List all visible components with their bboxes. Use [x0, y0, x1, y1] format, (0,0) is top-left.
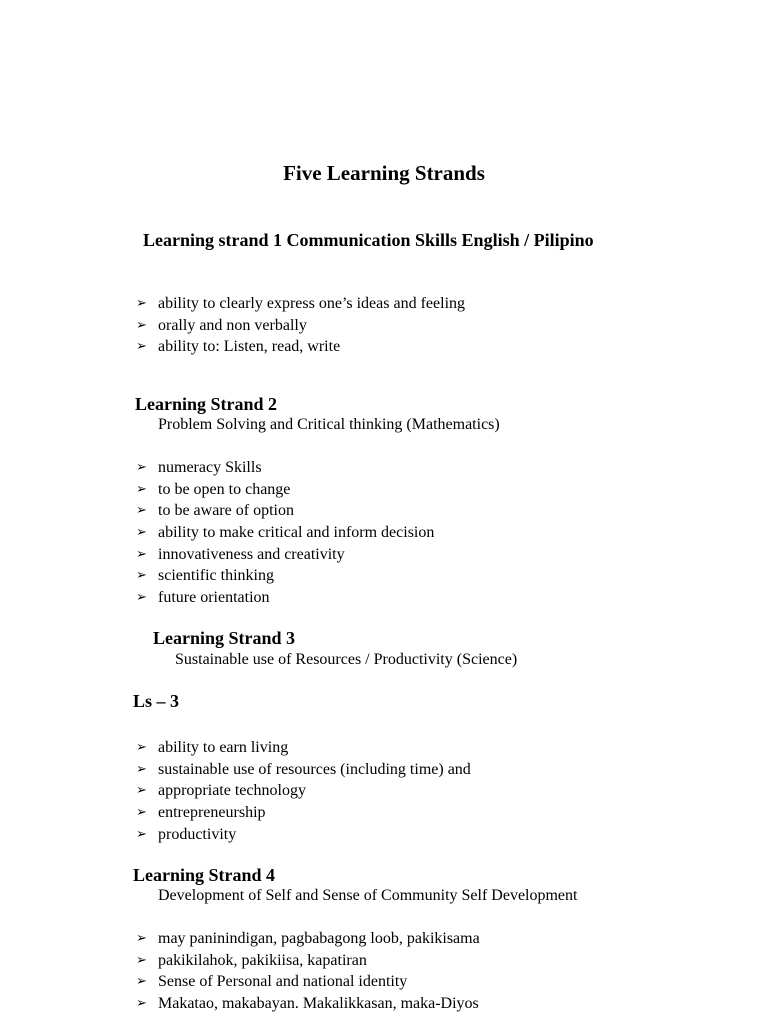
page-title: Five Learning Strands: [283, 161, 485, 185]
list-item: ➢ to be aware of option: [136, 500, 434, 522]
arrowhead-bullet-icon: ➢: [136, 761, 147, 777]
arrowhead-bullet-icon: ➢: [136, 525, 147, 541]
arrowhead-bullet-icon: ➢: [136, 805, 147, 821]
arrowhead-bullet-icon: ➢: [136, 317, 147, 333]
strand3-list: [136, 737, 471, 845]
arrowhead-bullet-icon: ➢: [136, 783, 147, 799]
arrowhead-bullet-icon: ➢: [136, 296, 147, 311]
list-item: ➢ pakikilahok, pakikiisa, kapatiran: [136, 950, 480, 972]
arrowhead-bullet-icon: ➢: [136, 339, 147, 355]
list-item: ➢ Sense of Personal and national identity: [136, 971, 480, 993]
arrowhead-bullet-icon: ➢: [136, 826, 147, 842]
strand1-heading: Learning strand 1 Communication Skills English / Pilipino: [143, 230, 594, 250]
arrowhead-bullet-icon: ➢: [136, 974, 147, 990]
strand2-subtitle: Problem Solving and Critical thinking (Mathematics): [158, 416, 500, 433]
strand2-heading: Learning Strand 2: [135, 394, 278, 414]
arrowhead-bullet-icon: ➢: [136, 568, 147, 584]
strand4-subtitle: Development of Self and Sense of Community Self Development: [158, 887, 578, 904]
list-item: ➢ entrepreneurship: [136, 802, 471, 824]
arrowhead-bullet-icon: ➢: [136, 503, 147, 519]
strand4-list: [136, 928, 480, 1015]
ls3-label: Ls – 3: [133, 691, 180, 711]
list-item: ➢ future orientation: [136, 587, 434, 609]
strand4-heading: Learning Strand 4: [133, 865, 276, 885]
arrowhead-bullet-icon: ➢: [136, 590, 147, 606]
arrowhead-bullet-icon: ➢: [136, 952, 147, 968]
list-item: ➢ ability to make critical and inform decision: [136, 522, 434, 544]
list-item: ➢ to be open to change: [136, 479, 434, 501]
list-item: ➢ ability to: Listen, read, write: [136, 336, 465, 358]
list-item: ➢ productivity: [136, 824, 471, 846]
list-item: ➢ scientific thinking: [136, 565, 434, 587]
arrowhead-bullet-icon: ➢: [136, 460, 147, 475]
list-item: ➢ may paninindigan, pagbabagong loob, pakikisama: [136, 928, 480, 950]
list-item: ➢ orally and non verbally: [136, 315, 465, 337]
list-item: ➢ numeracy Skills: [136, 457, 434, 479]
list-item: ➢ appropriate technology: [136, 780, 471, 802]
strand3-heading: Learning Strand 3: [153, 628, 296, 648]
list-item: ➢ ability to earn living: [136, 737, 471, 759]
strand1-list: [136, 293, 465, 358]
list-item: ➢ sustainable use of resources (including time) and: [136, 759, 471, 781]
arrowhead-bullet-icon: ➢: [136, 996, 147, 1012]
arrowhead-bullet-icon: ➢: [136, 546, 147, 562]
list-item: ➢ Makatao, makabayan. Makalikkasan, maka-Diyos: [136, 993, 480, 1015]
arrowhead-bullet-icon: ➢: [136, 481, 147, 497]
arrowhead-bullet-icon: ➢: [136, 931, 147, 946]
strand2-list: [136, 457, 434, 609]
strand3-subtitle: Sustainable use of Resources / Productivity (Science): [175, 651, 518, 668]
arrowhead-bullet-icon: ➢: [136, 740, 147, 755]
list-item: ➢ ability to clearly express one’s ideas and feeling: [136, 293, 465, 315]
list-item: ➢ innovativeness and creativity: [136, 544, 434, 566]
